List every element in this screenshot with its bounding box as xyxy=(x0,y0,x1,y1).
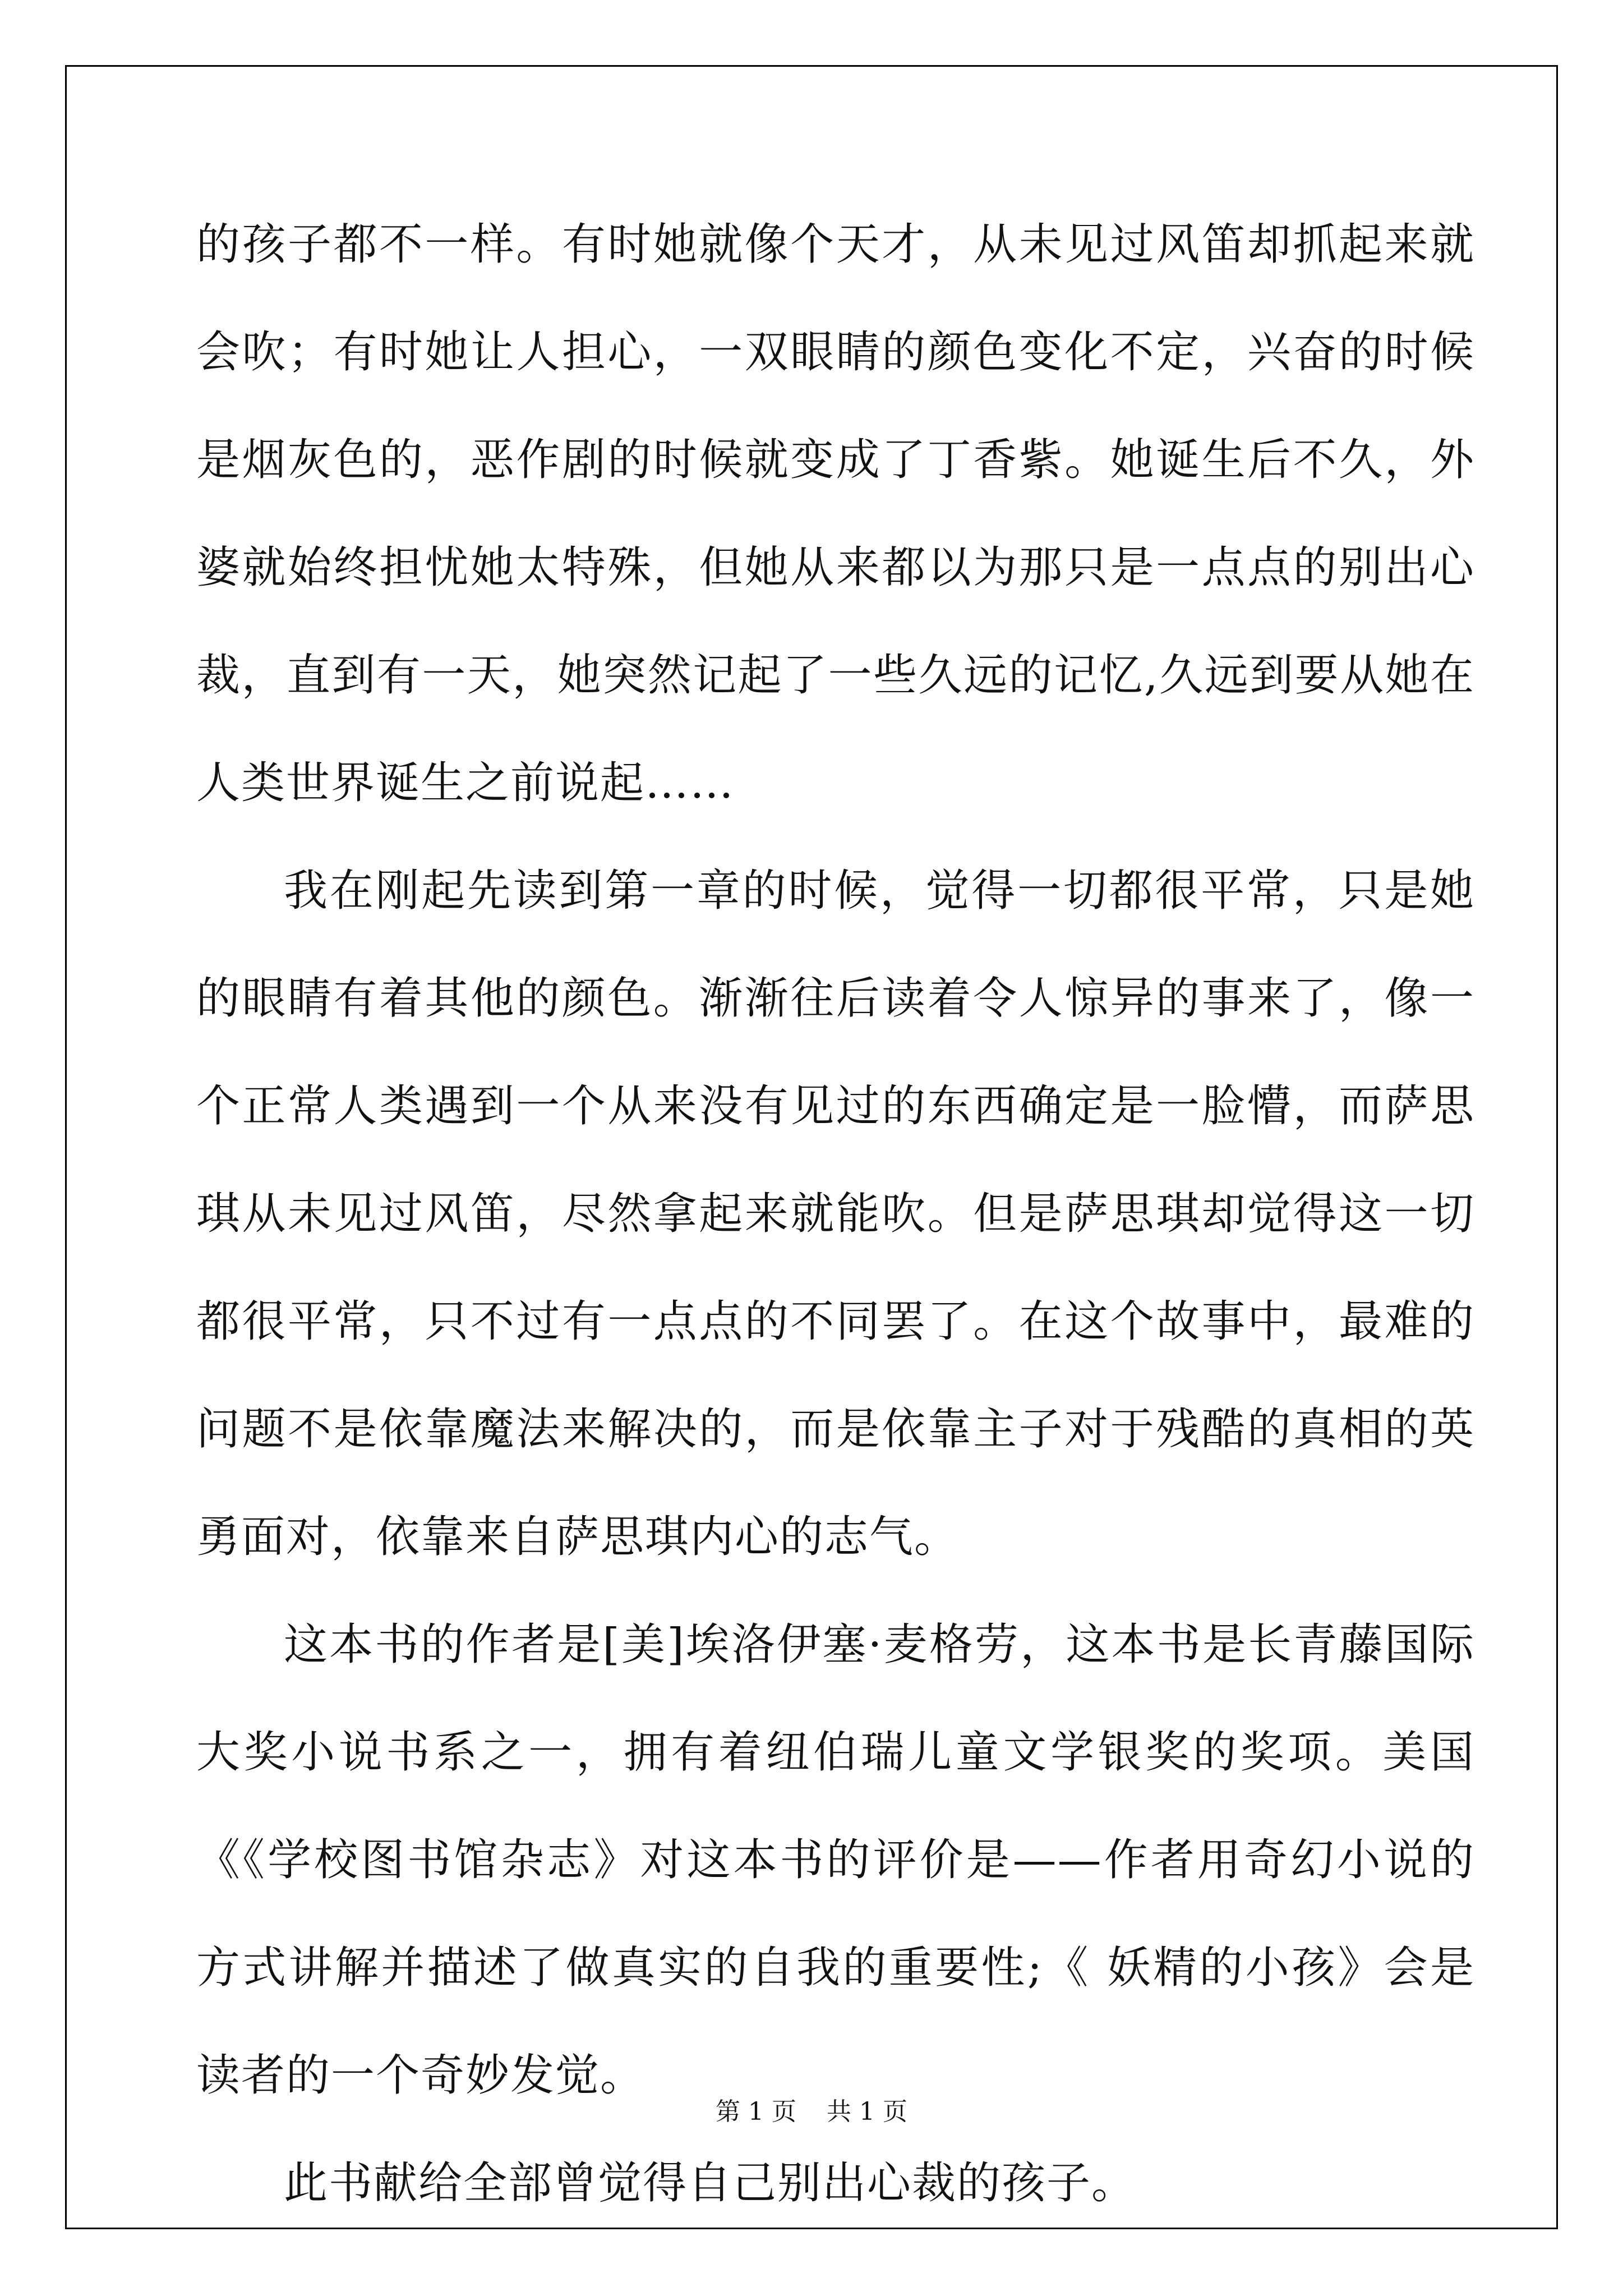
paragraph-4: 此书献给全部曾觉得自己别出心裁的孩子。 xyxy=(284,2158,1137,2208)
paragraph-3: 这本书的作者是[美]埃洛伊塞·麦格劳，这本书是长青藤国际大奖小说书系之一，拥有着纽伯瑞儿童文学银奖的奖项。美国《《学校图书馆杂志》对这本书的评价是——作者用奇幻小说的方式讲解并描述了做真实的自我的重要性;《 妖精的小孩》会是读者的一个奇妙发觉。 xyxy=(196,1619,1475,2101)
document-body xyxy=(196,191,1475,2237)
paragraph-2: 我在刚起先读到第一章的时候，觉得一切都很平常，只是她的眼睛有着其他的颜色。渐渐往后读着令人惊异的事来了，像一个正常人类遇到一个从来没有见过的东西确定是一脸懵，而萨思琪从未见过风笛，尽然拿起来就能吹。但是萨思琪却觉得这一切都很平常，只不过有一点点的不同罢了。在这个故事中，最难的问题不是依靠魔法来解决的，而是依靠主子对于残酷的真相的英勇面对，依靠来自萨思琪内心的志气。 xyxy=(196,866,1475,1562)
page-total: 共 1 页 xyxy=(827,2097,907,2126)
paragraph-1: 的孩子都不一样。有时她就像个天才，从未见过风笛却抓起来就会吹；有时她让人担心，一双眼睛的颜色变化不定，兴奋的时候是烟灰色的，恶作剧的时候就变成了丁香紫。她诞生后不久，外婆就始终担忧她太特殊，但她从来都以为那只是一点点的别出心裁，直到有一天，她突然记起了一些久远的记忆,久远到要从她在人类世界诞生之前说起…… xyxy=(196,219,1475,808)
page-footer xyxy=(0,2091,1623,2127)
page-number: 第 1 页 xyxy=(716,2097,796,2126)
